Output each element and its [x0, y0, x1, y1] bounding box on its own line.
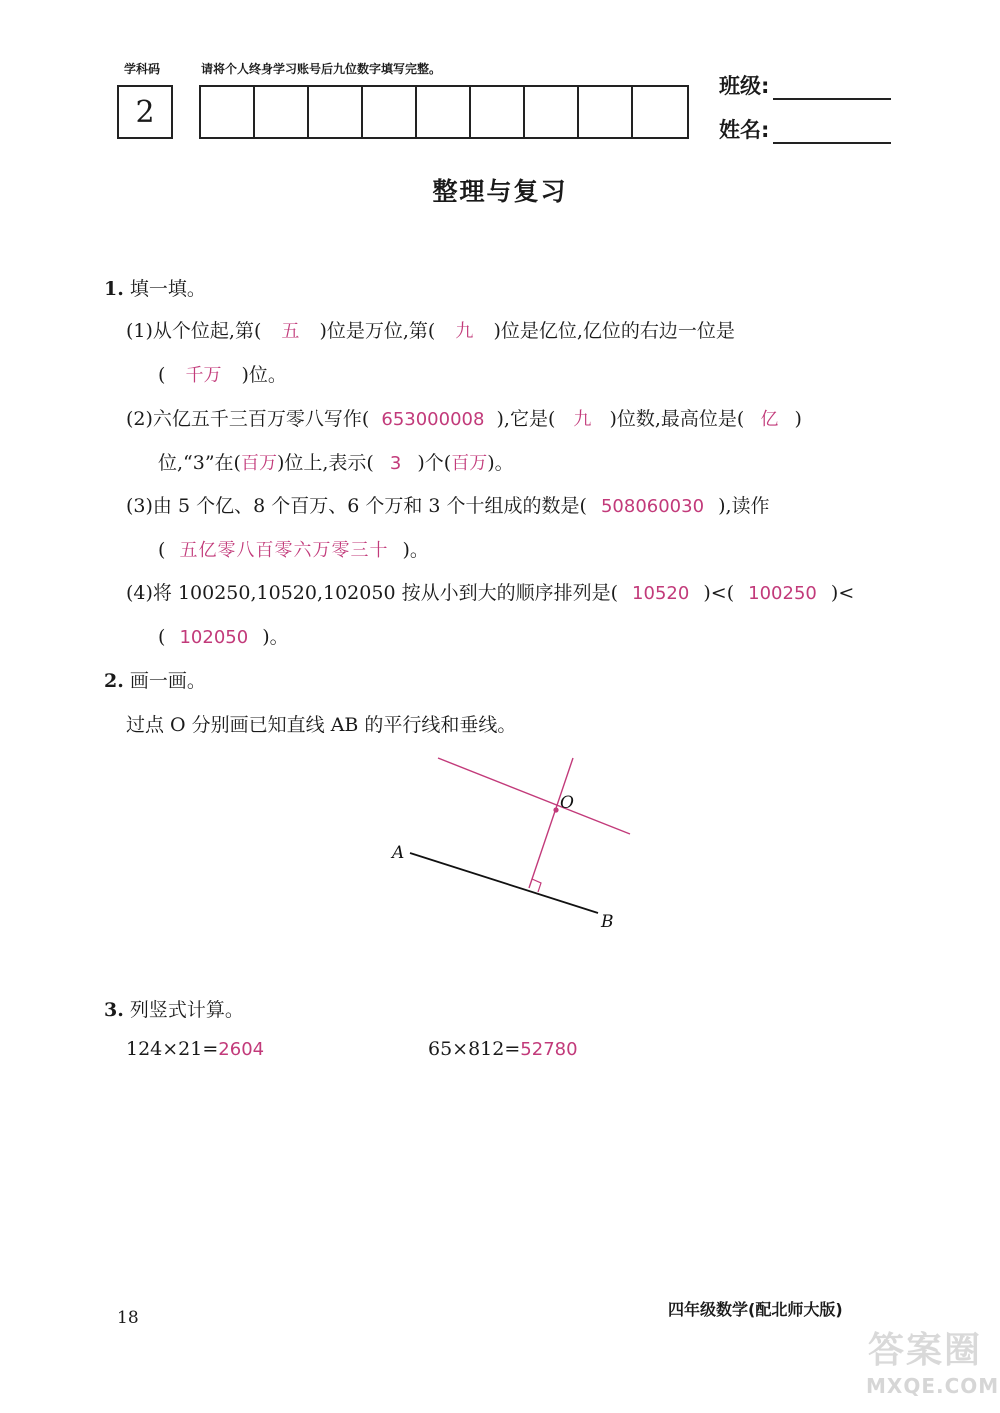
q2-number: 2.: [104, 670, 124, 692]
q1-p2-answer-1: 653000008: [381, 409, 485, 430]
q1-number: 1.: [104, 278, 124, 300]
subject-code-label: 学科码: [124, 62, 161, 76]
perpendicular-line: [529, 758, 573, 888]
q1-p4-line1: [126, 578, 854, 605]
q1-p2-answer-6: 百万: [451, 453, 488, 474]
q3-expr-1-text: 124×21=: [126, 1038, 219, 1060]
q1-p3-line2: [158, 535, 429, 562]
account-digit-boxes[interactable]: [199, 85, 689, 139]
class-field: [719, 70, 891, 100]
q3-heading: [104, 995, 244, 1022]
q1-p2-text: (2)六亿五千三百万零八写作(: [126, 408, 370, 430]
q1-p1-answer-3: 千万: [185, 365, 222, 386]
q1-p4-text: )<(: [703, 582, 735, 604]
q1-p3-text: )。: [402, 539, 429, 561]
q1-p1-text: (1)从个位起,第(: [126, 320, 262, 342]
q1-p4-text: (4)将 100250,10520,102050 按从小到大的顺序排列是(: [126, 582, 618, 604]
q1-p2-text: ),它是(: [496, 408, 556, 430]
q3-answer-2: 52780: [520, 1039, 578, 1060]
q1-p2-answer-4: 百万: [240, 453, 277, 474]
q3-expr-2-text: 65×812=: [428, 1038, 521, 1060]
q3-expression-1: [126, 1038, 264, 1060]
q1-p2-text: )位数,最高位是(: [609, 408, 745, 430]
digit-cell[interactable]: [417, 87, 471, 137]
q1-p2-text: )。: [487, 452, 514, 474]
q1-p4-answer-3: 102050: [179, 627, 249, 648]
digit-cell[interactable]: [471, 87, 525, 137]
q1-p1-answer-2: 九: [455, 321, 474, 342]
right-angle-mark: [532, 879, 541, 892]
class-input-line[interactable]: [773, 74, 891, 100]
q1-p2-line2: [158, 448, 514, 475]
name-label: 姓名:: [719, 118, 770, 142]
label-o: O: [560, 793, 574, 813]
digit-cell[interactable]: [201, 87, 255, 137]
q1-heading: [104, 274, 206, 301]
q1-p3-line1: [126, 491, 770, 518]
watermark-logo: 答案圈: [868, 1330, 983, 1371]
q1-p2-text: )位上,表示(: [276, 452, 374, 474]
digit-cell[interactable]: [255, 87, 309, 137]
q2-heading-text: 画一画。: [129, 670, 206, 692]
page-title: 整理与复习: [432, 177, 568, 206]
q1-p3-answer-2: 五亿零八百零六万零三十: [179, 540, 389, 561]
q1-p1-answer-1: 五: [281, 321, 300, 342]
q3-expression-2: [428, 1038, 578, 1060]
point-o: [553, 807, 558, 812]
q1-p2-answer-3: 亿: [760, 409, 779, 430]
q1-p2-line1: [126, 404, 802, 431]
class-label: 班级:: [719, 74, 770, 98]
q2-instruction: 过点 O 分别画已知直线 AB 的平行线和垂线。: [126, 714, 517, 736]
page-number: 18: [117, 1308, 139, 1328]
name-input-line[interactable]: [773, 118, 891, 144]
digit-cell[interactable]: [579, 87, 633, 137]
name-field: [719, 114, 891, 144]
line-ab: [410, 853, 598, 913]
q1-p4-answer-1: 10520: [632, 583, 690, 604]
watermark-url: MXQE.COM: [866, 1374, 1000, 1398]
book-title: 四年级数学(配北师大版): [668, 1300, 843, 1319]
q2-heading: [104, 666, 206, 693]
q1-p4-text: )。: [262, 626, 289, 648]
q1-p2-answer-5: 3: [389, 453, 402, 474]
q1-p1-text: )位。: [241, 364, 287, 386]
subject-code-value: 2: [135, 94, 155, 130]
q1-p4-text: )<: [830, 582, 855, 604]
digit-cell[interactable]: [363, 87, 417, 137]
q1-p1-line2: [158, 360, 287, 387]
label-b: B: [601, 912, 614, 932]
q1-p4-answer-2: 100250: [748, 583, 817, 604]
q1-p4-line2: [158, 622, 289, 649]
q3-answer-1: 2604: [218, 1039, 265, 1060]
q1-p1-text: )位是亿位,亿位的右边一位是: [493, 320, 735, 342]
q1-p2-text: 位,“3”在(: [158, 452, 241, 474]
parallel-line: [438, 758, 630, 834]
digit-cell[interactable]: [309, 87, 363, 137]
q1-p3-text: (3)由 5 个亿、8 个百万、6 个万和 3 个十组成的数是(: [126, 495, 587, 517]
q1-p3-text: (: [158, 539, 166, 561]
q1-p1-line1: [126, 316, 735, 343]
q1-p2-text: ): [794, 408, 802, 430]
label-a: A: [392, 843, 405, 863]
q1-p4-text: (: [158, 626, 166, 648]
subject-code-box: [117, 85, 173, 139]
q1-p1-text: (: [158, 364, 166, 386]
digit-cell[interactable]: [525, 87, 579, 137]
q1-heading-text: 填一填。: [129, 278, 206, 300]
q1-p2-answer-2: 九: [573, 409, 592, 430]
q1-p1-text: )位是万位,第(: [319, 320, 436, 342]
q1-p3-answer-1: 508060030: [600, 496, 705, 517]
digit-cell[interactable]: [633, 87, 687, 137]
account-instruction: 请将个人终身学习账号后九位数字填写完整。: [201, 62, 442, 76]
q1-p3-text: ),读作: [718, 495, 770, 517]
q3-heading-text: 列竖式计算。: [129, 999, 244, 1021]
q3-number: 3.: [104, 999, 124, 1021]
geometry-figure: [380, 750, 640, 940]
q1-p2-text: )个(: [417, 452, 452, 474]
